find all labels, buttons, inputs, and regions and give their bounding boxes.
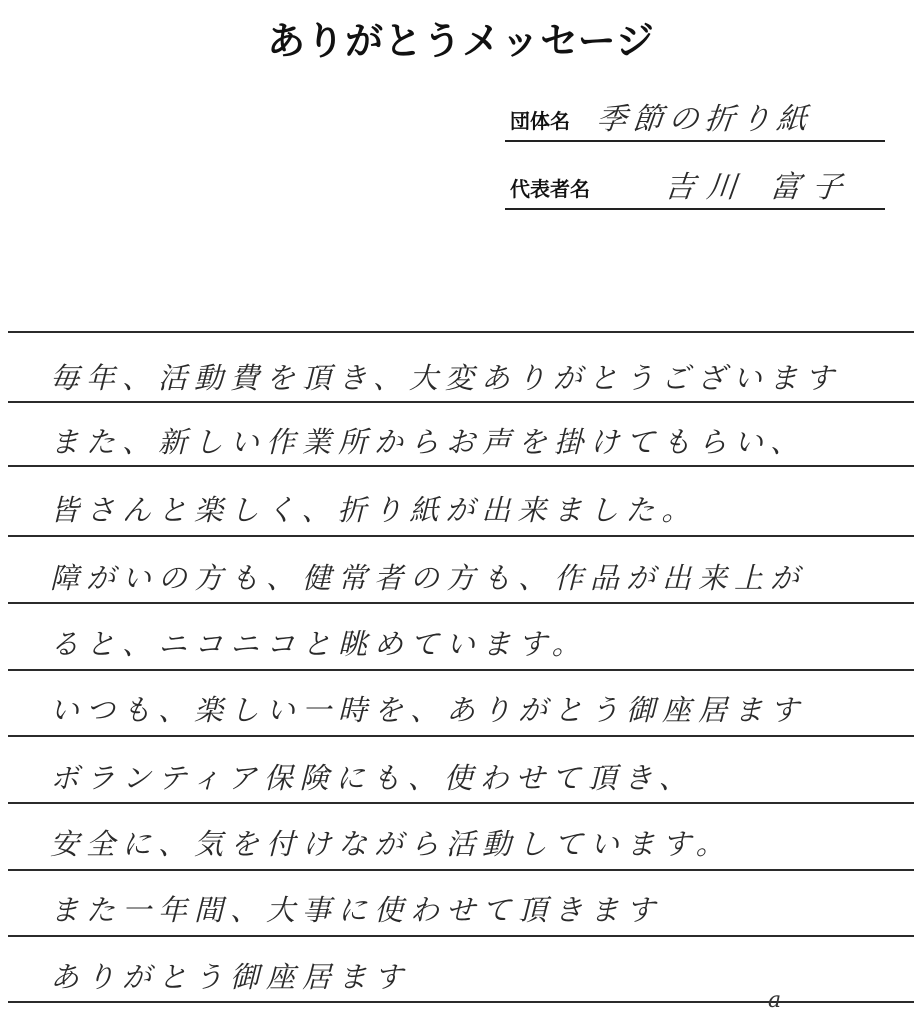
message-line: 障がいの方も、健常者の方も、作品が出来上が	[50, 561, 807, 595]
corner-mark: a	[768, 988, 782, 1013]
organization-label: 団体名	[510, 109, 570, 133]
ruled-line	[8, 802, 914, 804]
page-title: ありがとうメッセージ	[267, 19, 655, 63]
message-line: ありがとう御座居ます	[50, 960, 411, 994]
ruled-line	[8, 935, 914, 937]
representative-field	[505, 164, 885, 210]
message-line: ると、ニコニコと眺めています。	[50, 627, 588, 661]
message-line: いつも、楽しい一時を、ありがとう御座居ます	[50, 693, 807, 727]
ruled-line	[8, 869, 914, 871]
message-line: ボランティア保険にも、使わせて頂き、	[50, 761, 695, 795]
message-line: また一年間、大事に使わせて頂きます	[50, 893, 663, 927]
organization-value: 季節の折り紙	[594, 102, 815, 137]
message-line: 安全に、気を付けながら活動しています。	[50, 827, 732, 861]
ruled-line	[8, 602, 914, 604]
ruled-line	[8, 465, 914, 467]
ruled-line	[8, 401, 914, 403]
organization-field	[505, 96, 885, 142]
message-line: 毎年、活動費を頂き、大変ありがとうございます	[50, 361, 841, 395]
ruled-line	[8, 331, 914, 333]
message-line: 皆さんと楽しく、折り紙が出来ました。	[50, 493, 698, 527]
ruled-line	[8, 535, 914, 537]
ruled-line	[8, 735, 914, 737]
representative-label: 代表者名	[510, 177, 590, 201]
message-line: また、新しい作業所からお声を掛けてもらい、	[50, 425, 807, 459]
ruled-line	[8, 669, 914, 671]
representative-value: 吉川 富子	[662, 170, 857, 205]
